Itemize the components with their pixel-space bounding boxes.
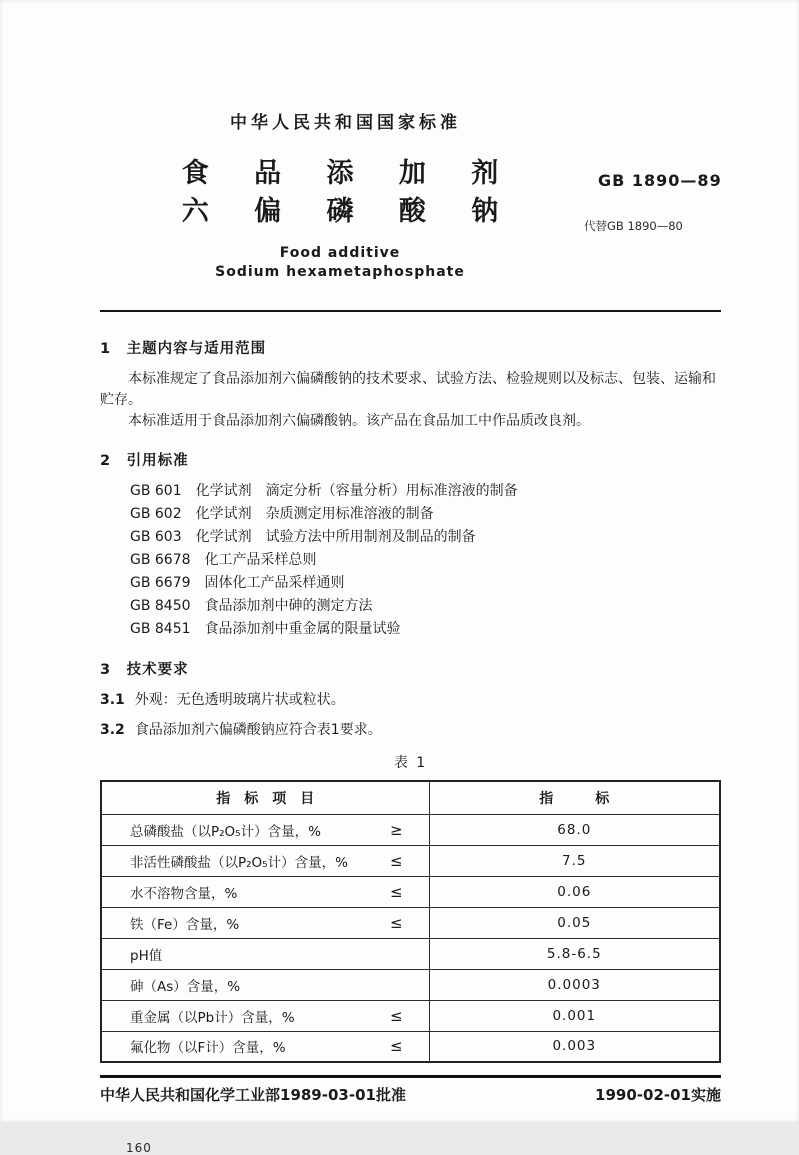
section2-heading: 2 引用标准 xyxy=(100,453,189,469)
reference-item: GB 8451 食品添加剂中重金属的限量试验 xyxy=(130,621,401,637)
title-block xyxy=(100,155,721,282)
table-row xyxy=(101,876,720,907)
doc-title-english-line1: Food additive xyxy=(279,245,401,261)
spec-value: 7.5 xyxy=(429,845,720,876)
section3-heading: 3 技术要求 xyxy=(100,662,189,678)
doc-title-line2: 六 偏 磷 酸 钠 xyxy=(181,196,517,227)
section1-paragraph2: 本标准适用于食品添加剂六偏磷酸钠。该产品在食品加工中作品质改良剂。 xyxy=(128,413,590,429)
table-header-row xyxy=(101,781,720,814)
reference-item: GB 601 化学试剂 滴定分析（容量分析）用标准溶液的制备 xyxy=(130,483,518,499)
footer xyxy=(100,1084,721,1105)
page-number: 160 xyxy=(126,1141,152,1155)
clause-3-2-text: 食品添加剂六偏磷酸钠应符合表1要求。 xyxy=(134,722,382,738)
spec-item-label: 总磷酸盐（以P₂O₅计）含量，% xyxy=(130,823,321,840)
reference-list xyxy=(130,480,721,641)
table-row xyxy=(101,845,720,876)
clause-3-1 xyxy=(100,689,721,709)
implementation-date: 1990-02-01实施 xyxy=(595,1086,721,1104)
doc-title-english-line2: Sodium hexametaphosphate xyxy=(215,264,465,280)
clause-3-1-number: 3.1 xyxy=(100,692,125,708)
section1-paragraph1: 本标准规定了食品添加剂六偏磷酸钠的技术要求、试验方法、检验规则以及标志、包装、运输和贮存。 xyxy=(100,371,716,408)
spec-operator: ≤ xyxy=(389,882,403,901)
spec-operator: ≤ xyxy=(389,851,403,870)
standard-number: GB 1890—89 xyxy=(598,171,722,190)
clause-3-2-number: 3.2 xyxy=(100,722,125,738)
spec-item-label: 铁（Fe）含量，% xyxy=(130,916,240,933)
doc-title-line1: 食 品 添 加 剂 xyxy=(181,158,517,189)
replaces-standard-label: 代替GB 1890—80 xyxy=(584,219,683,233)
table-row xyxy=(101,938,720,969)
spec-item-label: 砷（As）含量，% xyxy=(130,978,241,995)
spec-item-label: 水不溶物含量，% xyxy=(130,885,238,902)
spec-item-label: 重金属（以Pb计）含量，% xyxy=(130,1009,295,1026)
spec-operator: ≤ xyxy=(389,1037,403,1056)
approval-statement: 中华人民共和国化学工业部1989-03-01批准 xyxy=(100,1086,406,1104)
clause-3-1-text: 外观：无色透明玻璃片状或粒状。 xyxy=(134,692,345,708)
spec-value: 5.8-6.5 xyxy=(429,938,720,969)
table1-caption: 表 1 xyxy=(393,755,428,771)
reference-item: GB 8450 食品添加剂中砷的测定方法 xyxy=(130,598,373,614)
spec-operator: ≤ xyxy=(389,1006,403,1025)
spec-value: 0.05 xyxy=(429,907,720,938)
spec-item-label: 氟化物（以F计）含量，% xyxy=(130,1040,286,1057)
spec-value: 0.06 xyxy=(429,876,720,907)
table-row xyxy=(101,814,720,845)
reference-item: GB 6678 化工产品采样总则 xyxy=(130,552,317,568)
table-row xyxy=(101,907,720,938)
spec-operator: ≥ xyxy=(389,820,403,839)
table-row xyxy=(101,969,720,1000)
section1-heading: 1 主题内容与适用范围 xyxy=(100,341,267,357)
spec-operator: ≤ xyxy=(389,913,403,932)
spec-item-label: pH值 xyxy=(130,947,163,964)
spec-table xyxy=(100,780,721,1063)
footer-divider xyxy=(100,1075,721,1078)
spec-value: 0.001 xyxy=(429,1000,720,1031)
reference-item: GB 602 化学试剂 杂质测定用标准溶液的制备 xyxy=(130,506,434,522)
reference-item: GB 603 化学试剂 试验方法中所用制剂及制品的制备 xyxy=(130,529,476,545)
spec-value: 0.003 xyxy=(429,1031,720,1062)
header-divider xyxy=(100,310,721,312)
spec-value: 68.0 xyxy=(429,814,720,845)
column-header-index-item: 指 标 项 目 xyxy=(101,781,429,814)
standard-type-label: 中华人民共和国国家标准 xyxy=(230,113,461,133)
table-row xyxy=(101,1000,720,1031)
column-header-index: 指 标 xyxy=(429,781,720,814)
spec-item-label: 非活性磷酸盐（以P₂O₅计）含量，% xyxy=(130,854,348,871)
reference-item: GB 6679 固体化工产品采样通则 xyxy=(130,575,345,591)
clause-3-2 xyxy=(100,719,721,739)
spec-value: 0.0003 xyxy=(429,969,720,1000)
table-row xyxy=(101,1031,720,1062)
